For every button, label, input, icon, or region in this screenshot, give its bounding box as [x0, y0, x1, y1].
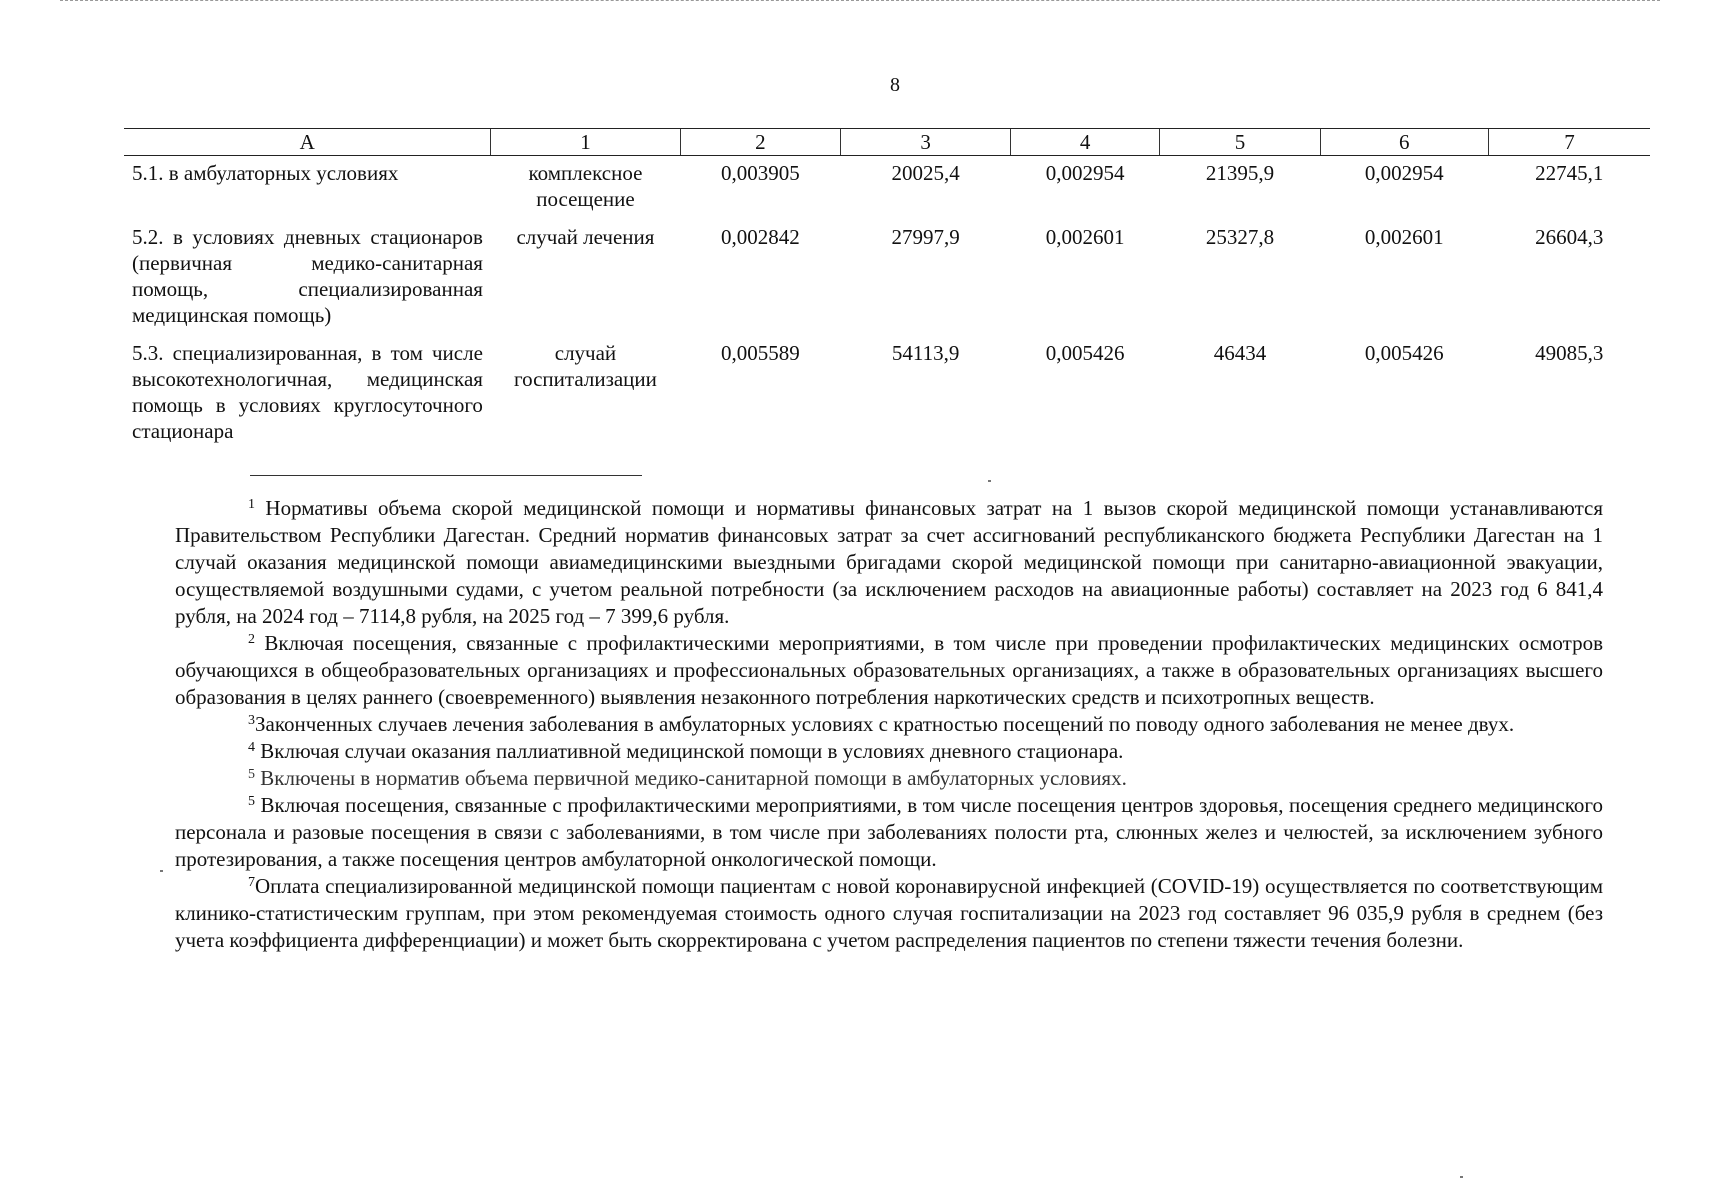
footnote-text: Включены в норматив объема первичной медико-санитарной помощи в амбулаторных условиях. [260, 766, 1127, 790]
table-header-row [124, 129, 1650, 156]
cell-value: 27997,9 [891, 225, 960, 249]
footnote-text: Включая посещения, связанные с профилактическими мероприятиями, в том числе посещения центров здоровья, посещения среднего медицинского персонала и разовые посещения в связи с заболеваниями, в том числе при заболеваниях полости рта, слюнных желез и челюстей, за исключением зубного протезирования, а также посещения центров амбулаторной онкологической помощи. [175, 793, 1604, 871]
cell-value: 49085,3 [1535, 341, 1604, 365]
row-unit: комплексное посещение [528, 161, 643, 211]
cell-value: 26604,3 [1535, 225, 1604, 249]
scan-speck [1460, 1176, 1463, 1178]
footnote-mark: 1 [248, 497, 255, 512]
cell-value: 0,005426 [1364, 341, 1444, 365]
cell-value: 0,002601 [1364, 225, 1444, 249]
row-unit: случай госпитализации [514, 341, 657, 391]
table-row [124, 220, 1650, 336]
cell-value: 0,002954 [1045, 161, 1125, 185]
footnote-separator [250, 475, 642, 476]
cell-value: 0,005589 [721, 341, 800, 365]
cell-value: 20025,4 [891, 161, 960, 185]
table-row [124, 156, 1650, 221]
footnote [175, 792, 1603, 873]
table-row [124, 336, 1650, 452]
cell-value: 46434 [1213, 341, 1267, 365]
footnote [175, 738, 1603, 765]
row-label: 5.2. в условиях дневных стационаров (первичная медико-санитарная помощь, специализированная медицинская помощь) [132, 225, 483, 327]
cell-value: 21395,9 [1205, 161, 1275, 185]
cell-value: 22745,1 [1535, 161, 1604, 185]
footnote [175, 873, 1603, 954]
footnote-mark: 7 [248, 875, 255, 890]
footnote [175, 495, 1603, 630]
cell-value: 0,002954 [1364, 161, 1444, 185]
column-header: А [124, 129, 491, 156]
cell-value: 0,003905 [721, 161, 800, 185]
cell-value: 0,002601 [1045, 225, 1125, 249]
footnote-text: Включая посещения, связанные с профилактическими мероприятиями, в том числе при проведении профилактических медицинских осмотров обучающихся в общеобразовательных организациях и профессиональных образовательных организациях, а также в образовательных организациях высшего образования в целях раннего (своевременного) выявления незаконного потребления наркотических средств и психотропных веществ. [175, 631, 1603, 709]
row-unit: случай лечения [516, 225, 655, 249]
column-header: 2 [680, 129, 841, 156]
footnote [175, 765, 1603, 792]
footnote-text: Оплата специализированной медицинской помощи пациентам с новой коронавирусной инфекцией (COVID-19) осуществляется по соответствующим клинико-статистическим группам, при этом рекомендуемая стоимость одного случая госпитализации на 2023 год составляет 96 035,9 рубля в среднем (без учета коэффициента дифференциации) и может быть скорректирована с учетом распределения пациентов по степени тяжести течения болезни. [175, 874, 1603, 952]
footnote-mark: 5 [248, 794, 255, 809]
page-number: 8 [890, 74, 900, 96]
cell-value: 0,005426 [1045, 341, 1125, 365]
footnote-mark: 3 [248, 713, 255, 728]
cell-value: 25327,8 [1205, 225, 1275, 249]
footnotes [175, 495, 1603, 954]
cell-value: 54113,9 [891, 341, 960, 365]
footnote-mark: 5 [248, 767, 255, 782]
column-header: 5 [1160, 129, 1320, 156]
scan-speck [160, 870, 163, 872]
column-header: 4 [1010, 129, 1160, 156]
footnote-mark: 4 [248, 740, 255, 755]
footnote-text: Нормативы объема скорой медицинской помощи и нормативы финансовых затрат на 1 вызов скорой медицинской помощи устанавливаются Правительством Республики Дагестан. Средний норматив финансовых затрат за счет ассигнований республиканского бюджета Республики Дагестан на 1 случай оказания медицинской помощи авиамедицинскими выездными бригадами скорой медицинской помощи при санитарно-авиационной эвакуации, осуществляемой воздушными судами, с учетом реальной потребности (за исключением расходов на авиационные работы) составляет на 2023 год 6 841,4 рубля, на 2024 год – 7114,8 рубля, на 2025 год – 7 399,6 рубля. [175, 496, 1604, 628]
scan-speck [988, 480, 991, 482]
column-header: 6 [1320, 129, 1488, 156]
column-header: 3 [841, 129, 1011, 156]
column-header: 1 [491, 129, 680, 156]
cell-value: 0,002842 [721, 225, 800, 249]
scan-top-edge [60, 0, 1660, 3]
row-label: 5.1. в амбулаторных условиях [132, 161, 399, 185]
row-label: 5.3. специализированная, в том числе высокотехнологичная, медицинская помощь в условиях круглосуточного стационара [132, 341, 483, 443]
norms-table [124, 128, 1650, 452]
footnote-mark: 2 [248, 632, 255, 647]
footnote [175, 711, 1603, 738]
footnote-text: Включая случаи оказания паллиативной медицинской помощи в условиях дневного стационара. [260, 739, 1124, 763]
column-header: 7 [1488, 129, 1650, 156]
footnote-text: Законченных случаев лечения заболевания в амбулаторных условиях с кратностью посещений по поводу одного заболевания не менее двух. [255, 712, 1515, 736]
footnote [175, 630, 1603, 711]
